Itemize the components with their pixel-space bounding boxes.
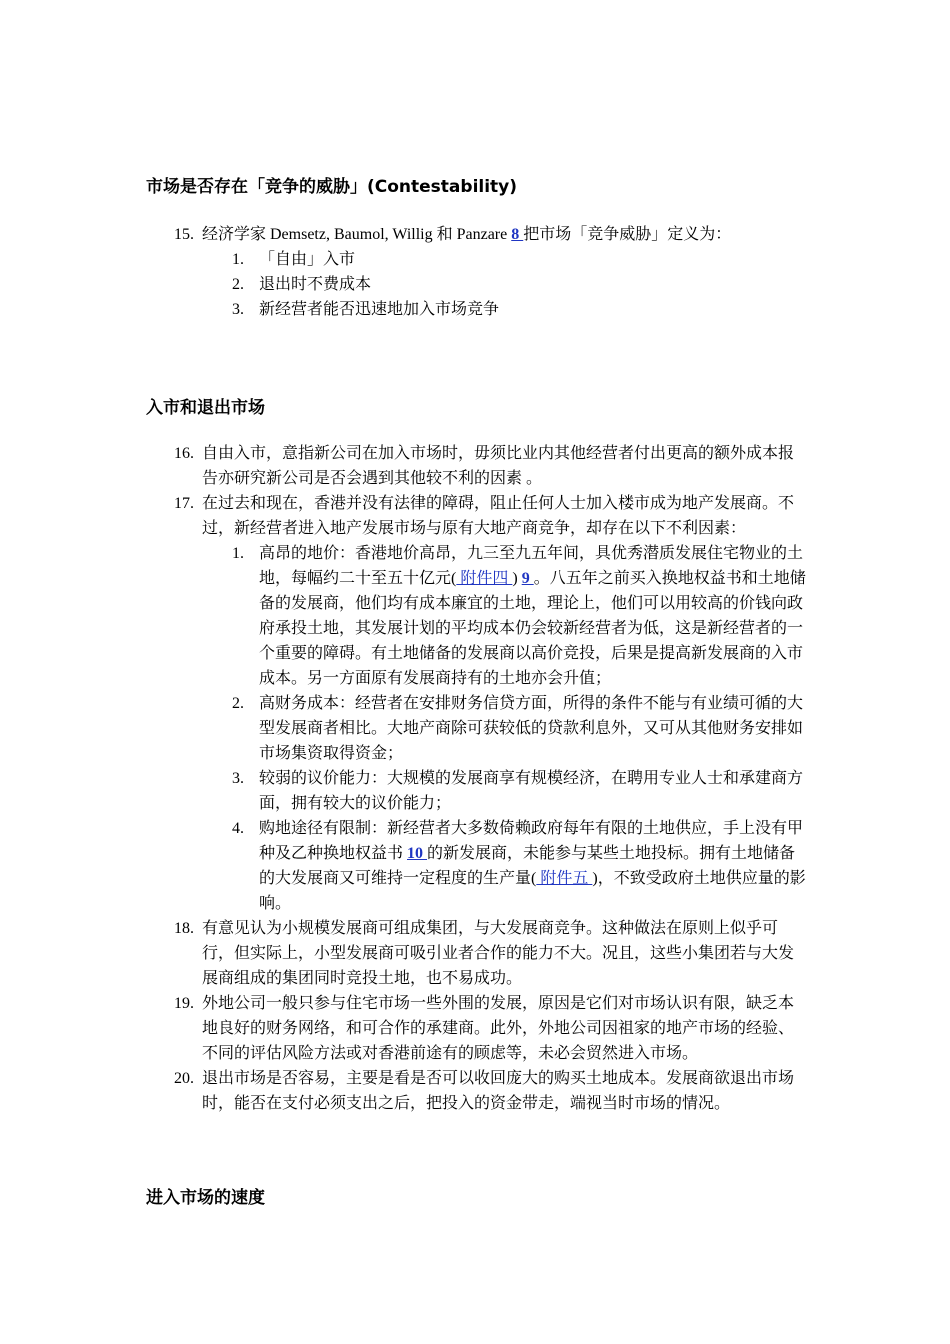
paragraph-text-part: 经济学家 Demsetz, Baumol, Willig 和 Panzare [202,226,512,243]
sub-item-text [259,541,807,691]
sub-item-text-part: 。八五年之前买入换地权益书和土地储备的发展商，他们均有成本廉宜的土地，理论上，他们可以用较高的价钱向政府承投土地，其发展计划的平均成本仍会较新经营者为低，这是新经营者的一个重要的障碍。有土地储备的发展商以高价竞投，后果是提高新发展商的入市成本。另一方面原有发展商持有的土地亦会升值； [259,570,806,687]
paragraph-text: 外地公司一般只参与住宅市场一些外围的发展，原因是它们对市场认识有限，缺乏本地良好的财务网络，和可合作的承建商。此外，外地公司因祖家的地产市场的经验、不同的评估风险方法或对香港前途有的顾虑等，未必会贸然进入市场。 [202,995,795,1062]
sub-item-2 [0,691,950,766]
paragraph-15 [0,222,950,322]
section-heading-entry-speed: 进入市场的速度 [146,1188,265,1208]
sub-item-number: 3. [232,301,244,318]
paragraph-number: 20. [174,1070,194,1087]
paragraph-number: 15. [174,226,194,243]
paragraph-18 [0,916,950,991]
paragraph-number: 18. [174,920,194,937]
appendix-4-link[interactable]: 附件四 [456,570,513,587]
section-heading-entry-exit: 入市和退出市场 [146,398,265,418]
paragraph-20 [0,1066,950,1116]
paragraph-number: 17. [174,495,194,512]
paragraph-number: 19. [174,995,194,1012]
sub-item-text: 高财务成本：经营者在安排财务信贷方面，所得的条件不能与有业绩可循的大型发展商者相比。大地产商除可获较低的贷款利息外，又可从其他财务安排如市场集资取得资金； [259,695,804,762]
paragraph-text: 有意见认为小规模发展商可组成集团，与大发展商竞争。这种做法在原则上似乎可行，但实际上，小型发展商可吸引业者合作的能力不大。况且，这些小集团若与大发展商组成的集团同时竞投土地，也不易成功。 [202,920,795,987]
paragraph-list-entry-exit [0,441,950,1116]
sub-item-text-part: 的新发展商，未能参与某些土地投标。拥有土地储备的大发展商又可维持一定程度的生产量( [259,845,796,887]
paragraph-number: 16. [174,445,194,462]
sub-item-number: 1. [232,545,244,562]
footnote-link-8[interactable]: 8 [511,226,524,243]
paragraph-text: 自由入市，意指新公司在加入市场时，毋须比业内其他经营者付出更高的额外成本报告亦研究新公司是否会遇到其他较不利的因素 。 [202,445,795,487]
sub-item-text-part: 购地途径有限制：新经营者大多数倚赖政府每年有限的土地供应，手上没有甲种及乙种换地权益书 [259,820,804,862]
paragraph-16 [0,441,950,491]
section-heading-contestability: 市场是否存在「竞争的威胁」(Contestability) [146,177,518,197]
sub-item-number: 2. [232,276,244,293]
sub-item-text: 较弱的议价能力：大规模的发展商享有规模经济，在聘用专业人士和承建商方面，拥有较大的议价能力； [259,770,804,812]
sub-item-text-part: )，不致受政府土地供应量的影响。 [259,870,806,912]
sub-item-text-part: ) [512,570,522,587]
sub-item-1 [0,247,950,272]
sub-item-number: 4. [232,820,244,837]
sub-item-2 [0,272,950,297]
paragraph-text: 退出市场是否容易，主要是看是否可以收回庞大的购买土地成本。发展商欲退出市场时，能否在支付必须支出之后，把投入的资金带走，端视当时市场的情况。 [202,1070,795,1112]
paragraph-list-contestability [0,222,950,322]
sub-item-4 [0,816,950,916]
sub-item-number: 3. [232,770,244,787]
sub-item-text [259,816,807,916]
paragraph-text: 在过去和现在，香港并没有法律的障碍，阻止任何人士加入楼市成为地产发展商。不过，新经营者进入地产发展市场与原有大地产商竞争，却存在以下不利因素： [202,495,795,537]
sub-item-number: 2. [232,695,244,712]
paragraph-17 [0,491,950,916]
sub-item-text: 退出时不费成本 [259,276,372,293]
paragraph-19 [0,991,950,1066]
paragraph-text-part: 把市场「竞争威胁」定义为： [523,226,732,243]
sub-item-number: 1. [232,251,244,268]
footnote-link-9[interactable]: 9 [521,570,534,587]
sub-item-3 [0,297,950,322]
sub-item-text-part: 高昂的地价：香港地价高昂，九三至九五年间，具优秀潜质发展住宅物业的土地，每幅约二十至五十亿元( [259,545,804,587]
sub-item-text: 「自由」入市 [259,251,356,268]
sub-item-text: 新经营者能否迅速地加入市场竞争 [259,301,500,318]
paragraph-text [202,222,807,247]
sub-item-1 [0,541,950,691]
sub-item-3 [0,766,950,816]
footnote-link-10[interactable]: 10 [407,845,428,862]
appendix-5-link[interactable]: 附件五 [536,870,593,887]
